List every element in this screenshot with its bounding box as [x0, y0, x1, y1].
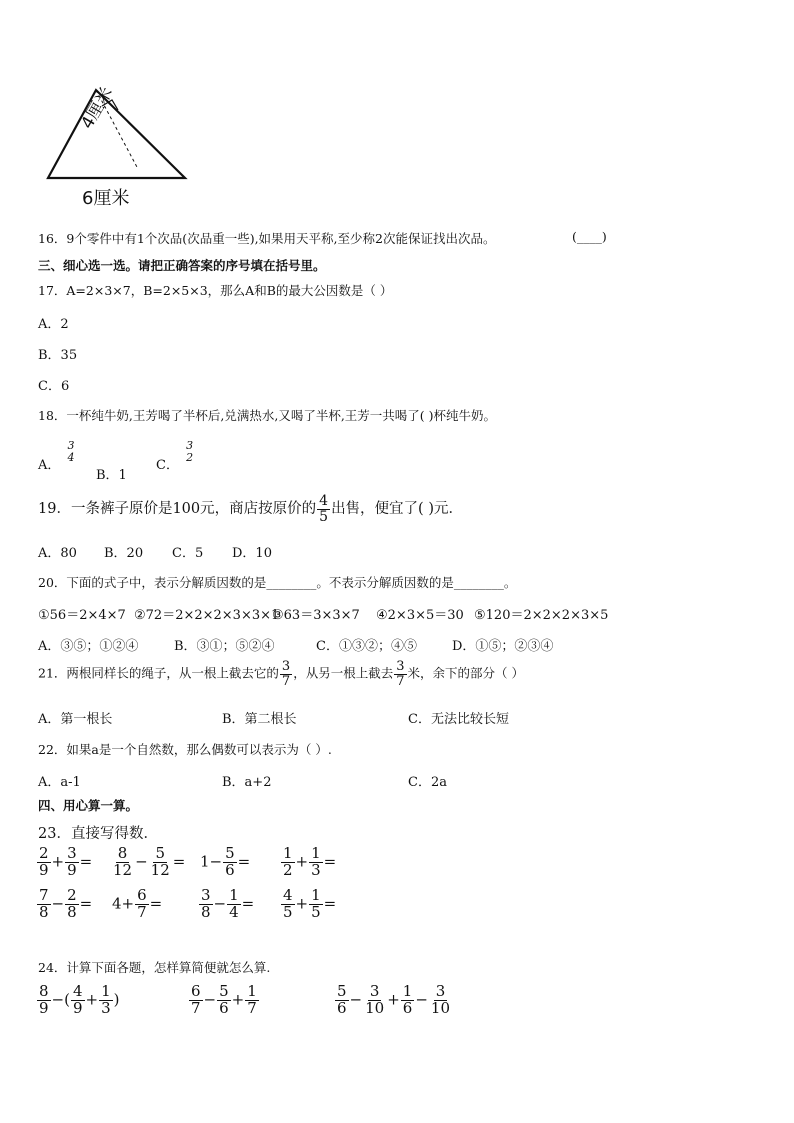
q20-option-d[interactable]: D．①⑤；②③④ — [452, 639, 554, 654]
q21-option-c[interactable]: C．无法比较长短 — [408, 712, 509, 727]
q20-option-a[interactable]: A．③⑤；①②④ — [38, 639, 139, 654]
q18-option-a-fraction: 3 4 — [67, 439, 75, 464]
q21-fraction-2: $\frac{3}{7}$ — [396, 659, 405, 689]
q18-option-a[interactable]: A． 3 4 — [38, 439, 75, 474]
q17-option-b[interactable]: B．35 — [38, 348, 78, 363]
q20-option-b[interactable]: B．③①；⑤②④ — [174, 639, 275, 654]
question-17-text: 17．A=2×3×7，B=2×5×3，那么A和B的最大公因数是（ ） — [38, 283, 393, 298]
triangle-base-label: 6厘米 — [82, 188, 130, 209]
q23-expr-8: $\frac{4}{5}$ + $\frac{1}{5}$ = — [283, 886, 337, 921]
q21-fraction-1: $\frac{3}{7}$ — [281, 659, 291, 689]
q19-option-a[interactable]: A．80 — [38, 546, 77, 561]
q20-item-4: ④2×3×5＝30 — [376, 608, 464, 623]
q19-option-d[interactable]: D．10 — [232, 546, 272, 561]
q24-expr-3: $\frac{5}{6}$ − $\frac{3}{10}$ + $\frac{1}{6}$ − $\frac{3}{10}$ — [337, 982, 451, 1017]
q23-expr-3: 1− $\frac{5}{6}$ = — [200, 844, 251, 879]
q20-option-c[interactable]: C．①③②；④⑤ — [316, 639, 417, 654]
triangle-height-label: 4厘米 — [77, 83, 118, 133]
q17-option-c[interactable]: C．6 — [38, 379, 70, 394]
question-24-title: 24．计算下面各题，怎样算简便就怎么算. — [38, 960, 271, 975]
q23-expr-6: 4+ $\frac{6}{7}$ = — [112, 886, 163, 921]
question-22-text: 22．如果a是一个自然数，那么偶数可以表示为（ ）. — [38, 742, 332, 757]
question-20-text: 20．下面的式子中，表示分解质因数的是________。不表示分解质因数的是________。 — [38, 575, 517, 590]
section-4-heading: 四、用心算一算。 — [38, 798, 139, 813]
question-23-title: 23．直接写得数． — [38, 826, 158, 842]
question-21: 21．两根同样长的绳子，从一根上截去它的 $\frac{3}{7}$ ，从另一根上截去 $\frac{3}{7}$ 米，余下的部分（ ） — [38, 659, 524, 689]
q24-expr-2: $\frac{6}{7}$ − $\frac{5}{6}$ + $\frac{1}{7}$ — [191, 982, 257, 1017]
question-19: 19．一条裤子原价是100元，商店按原价的 $\frac{4}{5}$ 出售，便宜了( )元． — [38, 493, 463, 525]
question-18-text: 18．一杯纯牛奶,王芳喝了半杯后,兑满热水,又喝了半杯,王芳一共喝了( )杯纯牛奶。 — [38, 408, 497, 423]
q20-item-1: ①56＝2×4×7 — [38, 608, 126, 623]
q23-expr-5: $\frac{7}{8}$ − $\frac{2}{8}$ = — [39, 886, 93, 921]
q21-option-a[interactable]: A．第一根长 — [38, 712, 113, 727]
q18-option-c[interactable]: C． 3 2 — [156, 439, 194, 474]
section-3-heading: 三、细心选一选。请把正确答案的序号填在括号里。 — [38, 258, 326, 273]
q20-item-3: ③63＝3×3×7 — [272, 608, 360, 623]
q23-expr-7: $\frac{3}{8}$ − $\frac{1}{4}$ = — [201, 886, 255, 921]
q23-expr-4: $\frac{1}{2}$ + $\frac{1}{3}$ = — [283, 844, 337, 879]
q19-option-c[interactable]: C．5 — [172, 546, 204, 561]
q22-option-b[interactable]: B．a+2 — [222, 775, 272, 790]
q23-expr-1: $\frac{2}{9}$ + $\frac{3}{9}$ = — [39, 844, 93, 879]
q20-item-2: ②72＝2×2×2×3×3×1 — [134, 608, 280, 623]
question-16 — [38, 229, 495, 247]
q22-option-c[interactable]: C．2a — [408, 775, 447, 790]
q19-fraction: $\frac{4}{5}$ — [319, 493, 329, 525]
question-16-answer-paren[interactable]: (____) — [572, 229, 607, 244]
question-16-text: 16．9个零件中有1个次品(次品重一些),如果用天平称,至少称2次能保证找出次品。 — [38, 231, 496, 246]
q18-option-c-fraction: 3 2 — [186, 439, 194, 464]
q20-item-5: ⑤120＝2×2×2×3×5 — [474, 608, 609, 623]
q24-expr-1: $\frac{8}{9}$ −( $\frac{4}{9}$ + $\frac{1}{3}$ ) — [39, 982, 120, 1017]
q23-expr-2: $\frac{8}{12}$ − $\frac{5}{12}$ = — [113, 844, 186, 879]
q21-option-b[interactable]: B．第二根长 — [222, 712, 297, 727]
q17-option-a[interactable]: A．2 — [38, 317, 69, 332]
q18-option-b[interactable]: B．1 — [96, 468, 127, 483]
q19-option-b[interactable]: B．20 — [104, 546, 144, 561]
q22-option-a[interactable]: A．a-1 — [38, 775, 81, 790]
